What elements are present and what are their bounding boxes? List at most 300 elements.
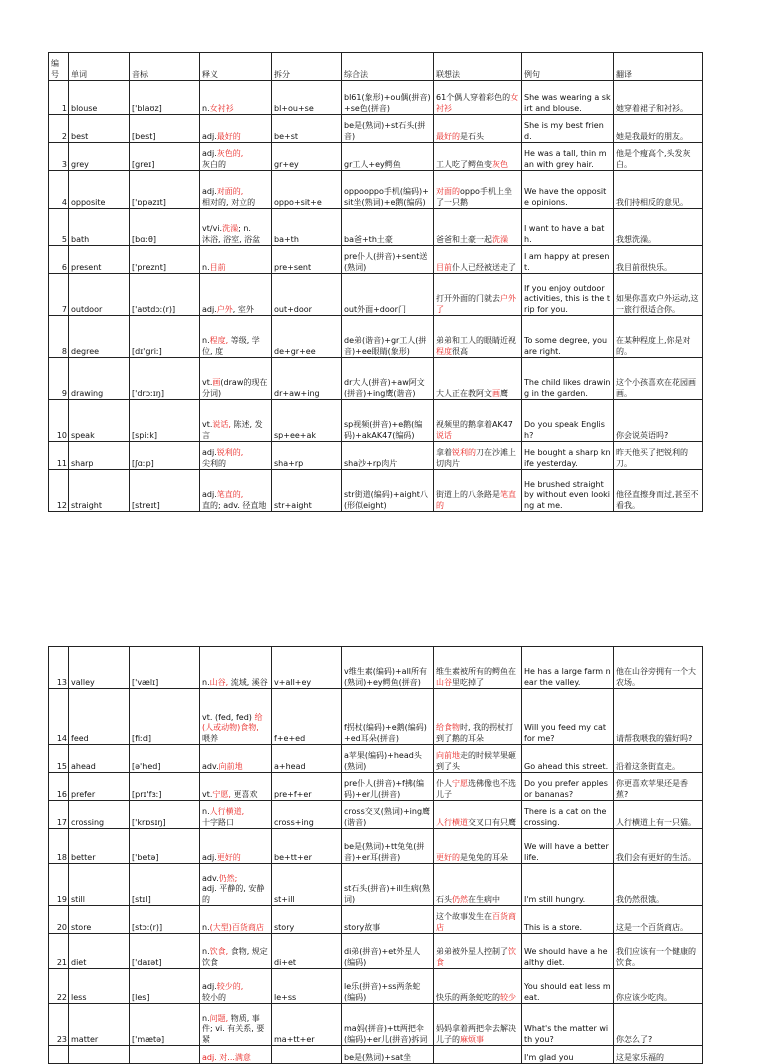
association-method-cell — [434, 209, 522, 246]
highlighted-text: 山谷 — [436, 677, 452, 687]
translation-cell: 你会说英语吗? — [614, 400, 703, 442]
text-segment: 拿着 — [436, 448, 452, 457]
composite-method-cell: le乐(拼音)+ss两条蛇(编码) — [342, 969, 434, 1004]
text-segment: 弟弟被外星人控制了 — [436, 947, 508, 956]
number-cell: 5 — [49, 209, 69, 246]
example-sentence-cell: The child likes drawing in the garden. — [522, 358, 614, 400]
composite-method-cell: st石头(拼音)+ill生病(熟词) — [342, 864, 434, 906]
text-segment: adj. — [202, 187, 217, 196]
text-segment: 相对的, 对立的 — [202, 197, 256, 207]
highlighted-text: 女衬衫 — [436, 93, 519, 113]
number-cell: 20 — [49, 906, 69, 934]
translation-cell: 他径直擦身而过,甚至不看我。 — [614, 470, 703, 512]
phonetic-cell: ['daɪət] — [130, 934, 200, 969]
meaning-cell — [200, 934, 272, 969]
translation-cell: 我目前很快乐。 — [614, 246, 703, 274]
text-segment: n. — [202, 807, 210, 816]
association-method-cell — [434, 316, 522, 358]
phonetic-cell: [spiːk] — [130, 400, 200, 442]
number-cell: 12 — [49, 470, 69, 512]
text-segment: n. — [202, 947, 210, 956]
example-sentence-cell: We will have a better life. — [522, 829, 614, 864]
example-sentence-cell: You should eat less meat. — [522, 969, 614, 1004]
table-row — [49, 864, 703, 906]
meaning-cell — [200, 864, 272, 906]
text-segment: n. — [202, 336, 210, 345]
table-header-row — [49, 53, 703, 81]
split-cell: out+door — [272, 274, 342, 316]
association-method-cell — [434, 1046, 522, 1064]
text-segment: 选佛像也不选儿子 — [436, 779, 516, 799]
split-cell: sha+rp — [272, 442, 342, 470]
composite-method-cell: pre仆人(拼音)+f拂(编码)+er儿(拼音) — [342, 773, 434, 801]
table-row — [49, 773, 703, 801]
meaning-cell — [200, 829, 272, 864]
split-cell: pre+f+er — [272, 773, 342, 801]
text-segment: 是兔兔的耳朵 — [460, 852, 508, 862]
phonetic-cell: [greɪ] — [130, 143, 200, 171]
highlighted-text: 户外了 — [436, 294, 516, 314]
meaning-cell — [200, 1004, 272, 1046]
number-cell — [49, 1046, 69, 1064]
composite-method-cell: v维生素(编码)+all所有(熟词)+ey鳄鱼(拼音) — [342, 647, 434, 689]
number-cell: 21 — [49, 934, 69, 969]
composite-method-cell: de弟(谐音)+gr工人(拼音)+ee眼睛(象形) — [342, 316, 434, 358]
word-cell: sharp — [69, 442, 130, 470]
text-segment: adj. — [202, 131, 217, 141]
text-segment: 交叉口有只鹰 — [468, 817, 516, 827]
example-sentence-cell: She is my best friend. — [522, 115, 614, 143]
translation-cell: 这个小孩喜欢在花园画画。 — [614, 358, 703, 400]
composite-method-cell: dr大人(拼音)+aw阿文(拼音)+ing鹰(谐音) — [342, 358, 434, 400]
highlighted-text: 饮食 — [436, 947, 516, 967]
highlighted-text: 程度 — [436, 346, 452, 356]
text-segment: 尖利的 — [202, 458, 226, 468]
text-segment: 维生素被所有的鳄鱼在 — [436, 667, 516, 676]
composite-method-cell: story故事 — [342, 906, 434, 934]
word-cell: ahead — [69, 745, 130, 773]
association-method-cell — [434, 171, 522, 209]
split-cell: de+gr+ee — [272, 316, 342, 358]
phonetic-cell: ['vælɪ] — [130, 647, 200, 689]
meaning-cell — [200, 316, 272, 358]
text-segment: 街道上的八条路是 — [436, 490, 500, 499]
composite-method-cell: oppooppo手机(编码)+sit坐(熟词)+e鹅(编码) — [342, 171, 434, 209]
header-example-sentence-cell: 例句 — [522, 53, 614, 81]
highlighted-text: 向前地 — [436, 751, 460, 760]
word-cell: speak — [69, 400, 130, 442]
translation-cell: 这是家乐福的 — [614, 1046, 703, 1064]
highlighted-text: 锐利的, — [216, 448, 244, 457]
example-sentence-cell: Go ahead this street. — [522, 745, 614, 773]
word-cell: degree — [69, 316, 130, 358]
highlighted-text: 宁愿, — [212, 789, 231, 799]
split-cell: f+e+ed — [272, 689, 342, 745]
example-sentence-cell: I want to have a bath. — [522, 209, 614, 246]
word-cell: matter — [69, 1004, 130, 1046]
highlighted-text: 最好的 — [436, 131, 460, 141]
table-row — [49, 906, 703, 934]
text-segment: 灰白的 — [202, 159, 226, 169]
word-cell: better — [69, 829, 130, 864]
phonetic-cell: [stɪl] — [130, 864, 200, 906]
phonetic-cell: ['krɒsɪŋ] — [130, 801, 200, 829]
translation-cell: 他是个瘦高个,头发灰白。 — [614, 143, 703, 171]
highlighted-text: 最好的 — [216, 131, 241, 141]
composite-method-cell: gr工人+ey鳄鱼 — [342, 143, 434, 171]
text-segment: 大人正在教阿文 — [436, 388, 492, 398]
example-sentence-cell: To some degree, you are right. — [522, 316, 614, 358]
example-sentence-cell: There is a cat on the crossing. — [522, 801, 614, 829]
composite-method-cell: a苹果(编码)+head头(熟词) — [342, 745, 434, 773]
composite-method-cell: di弟(拼音)+et外星人(编码) — [342, 934, 434, 969]
text-segment: 视频里的鹅拿着AK47 — [436, 420, 513, 429]
text-segment: 妈妈拿着两把伞去解决儿子的 — [436, 1024, 516, 1044]
meaning-cell — [200, 115, 272, 143]
meaning-cell — [200, 1046, 272, 1064]
header-phonetic-cell: 音标 — [130, 53, 200, 81]
highlighted-text: 饮食, — [209, 947, 229, 956]
text-segment: 刀在沙滩上切肉片 — [436, 448, 516, 468]
highlighted-text: 较少 — [500, 992, 516, 1002]
example-sentence-cell: Do you prefer apples or bananas? — [522, 773, 614, 801]
split-cell: str+aight — [272, 470, 342, 512]
text-segment: 很高 — [452, 346, 468, 356]
composite-method-cell: cross交叉(熟词)+ing鹰(谐音) — [342, 801, 434, 829]
number-cell: 23 — [49, 1004, 69, 1046]
highlighted-text: 山谷, — [209, 677, 229, 687]
number-cell: 7 — [49, 274, 69, 316]
translation-cell: 如果你喜欢户外运动,这一旅行很适合你。 — [614, 274, 703, 316]
highlighted-text: 麻烦事 — [460, 1034, 484, 1044]
text-segment: (draw的现在分词) — [202, 378, 268, 398]
split-cell: le+ss — [272, 969, 342, 1004]
header-association-method-cell: 联想法 — [434, 53, 522, 81]
number-cell: 15 — [49, 745, 69, 773]
word-cell: still — [69, 864, 130, 906]
translation-cell: 你怎么了? — [614, 1004, 703, 1046]
text-segment: 仆人已经被送走了 — [452, 262, 516, 272]
example-sentence-cell: I'm glad you — [522, 1046, 614, 1064]
header-composite-method-cell: 综合法 — [342, 53, 434, 81]
number-cell: 8 — [49, 316, 69, 358]
word-cell: straight — [69, 470, 130, 512]
text-segment: 61个偶人穿着彩色的 — [436, 93, 511, 102]
highlighted-text: 笔直的 — [436, 490, 516, 510]
phonetic-cell: ['blaʊz] — [130, 81, 200, 115]
composite-method-cell: be是(熟词)+tt兔兔(拼音)+er耳(拼音) — [342, 829, 434, 864]
text-segment: adj. — [202, 982, 217, 991]
split-cell: dr+aw+ing — [272, 358, 342, 400]
highlighted-text: 洗澡 — [222, 224, 239, 233]
text-segment: 食物, 规定饮食 — [202, 947, 268, 967]
phonetic-cell: ['aʊtdɔː(r)] — [130, 274, 200, 316]
split-cell: a+head — [272, 745, 342, 773]
highlighted-text: 目前 — [209, 262, 226, 272]
vocab-table-top — [48, 52, 703, 512]
text-segment: adv. — [202, 873, 219, 883]
text-segment: n. — [202, 262, 210, 272]
text-segment: 在生病中 — [468, 894, 500, 904]
meaning-cell — [200, 400, 272, 442]
text-segment: 更喜欢 — [230, 789, 258, 799]
composite-method-cell: ma妈(拼音)+tt两把伞(编码)+er儿(拼音)拆词 — [342, 1004, 434, 1046]
word-cell: grey — [69, 143, 130, 171]
number-cell: 3 — [49, 143, 69, 171]
association-method-cell — [434, 115, 522, 143]
meaning-cell — [200, 689, 272, 745]
table-row — [49, 745, 703, 773]
text-segment: vt. — [202, 789, 213, 799]
phonetic-cell: ['ɒpəzɪt] — [130, 171, 200, 209]
text-segment: adj. 平静的, 安静的 — [202, 884, 265, 904]
composite-method-cell: be是(熟词)+sat坐 — [342, 1046, 434, 1064]
association-method-cell — [434, 934, 522, 969]
highlighted-text: 人行横道, — [209, 807, 245, 816]
highlighted-text: 笔直的, — [216, 490, 244, 499]
meaning-cell — [200, 969, 272, 1004]
word-cell: outdoor — [69, 274, 130, 316]
translation-cell: 我们持相反的意见。 — [614, 171, 703, 209]
example-sentence-cell: He has a large farm near the valley. — [522, 647, 614, 689]
example-sentence-cell: If you enjoy outdoor activities, this is the trip for you. — [522, 274, 614, 316]
example-sentence-cell: I'm still hungry. — [522, 864, 614, 906]
example-sentence-cell: This is a store. — [522, 906, 614, 934]
meaning-cell — [200, 647, 272, 689]
table-row — [49, 470, 703, 512]
table-row — [49, 274, 703, 316]
highlighted-text: 对面的 — [436, 187, 460, 196]
phonetic-cell: [bɑːθ] — [130, 209, 200, 246]
split-cell: ba+th — [272, 209, 342, 246]
word-cell: present — [69, 246, 130, 274]
word-cell: opposite — [69, 171, 130, 209]
header-translation-cell: 翻译 — [614, 53, 703, 81]
number-cell: 10 — [49, 400, 69, 442]
table-row — [49, 1004, 703, 1046]
translation-cell: 这是一个百货商店。 — [614, 906, 703, 934]
number-cell: 9 — [49, 358, 69, 400]
example-sentence-cell: What's the matter with you? — [522, 1004, 614, 1046]
phonetic-cell: [ʃɑːp] — [130, 442, 200, 470]
text-segment: adj. — [202, 448, 217, 457]
example-sentence-cell: She was wearing a skirt and blouse. — [522, 81, 614, 115]
split-cell: story — [272, 906, 342, 934]
phonetic-cell: [streɪt] — [130, 470, 200, 512]
highlighted-text: 人行横道 — [436, 817, 468, 827]
translation-cell: 我们会有更好的生活。 — [614, 829, 703, 864]
text-segment: 这个故事发生在 — [436, 912, 492, 921]
phonetic-cell: ['betə] — [130, 829, 200, 864]
highlighted-text: 问题, — [209, 1013, 229, 1023]
translation-cell: 我仍然很饿。 — [614, 864, 703, 906]
highlighted-text: 目前 — [436, 262, 452, 272]
meaning-cell — [200, 358, 272, 400]
text-segment: n. — [202, 677, 210, 687]
example-sentence-cell: He brushed straight by without even looking at me. — [522, 470, 614, 512]
composite-method-cell: sha沙+rp肉片 — [342, 442, 434, 470]
number-cell: 2 — [49, 115, 69, 143]
phonetic-cell: [prɪ'fɜː] — [130, 773, 200, 801]
association-method-cell — [434, 647, 522, 689]
table-row — [49, 647, 703, 689]
text-segment: 快乐的两条蛇吃的 — [436, 992, 500, 1002]
association-method-cell — [434, 689, 522, 745]
highlighted-text: 宁愿 — [452, 779, 468, 788]
vocab-table-bottom — [48, 646, 703, 1064]
highlighted-text: 女衬衫 — [209, 103, 234, 113]
meaning-cell — [200, 209, 272, 246]
highlighted-text: 对面的, — [216, 187, 244, 196]
translation-cell: 请帮我喂我的猫好吗? — [614, 689, 703, 745]
highlighted-text: 画 — [212, 378, 221, 387]
table-row — [49, 969, 703, 1004]
translation-cell: 沿着这条街直走。 — [614, 745, 703, 773]
example-sentence-cell: I am happy at present. — [522, 246, 614, 274]
table-row — [49, 143, 703, 171]
composite-method-cell: pre仆人(拼音)+sent送(熟词) — [342, 246, 434, 274]
highlighted-text: adj. 对...满意 — [202, 1052, 251, 1062]
translation-cell: 人行横道上有一只猫。 — [614, 801, 703, 829]
word-cell: prefer — [69, 773, 130, 801]
word-cell: valley — [69, 647, 130, 689]
highlighted-text: 仍然; — [218, 873, 238, 883]
highlighted-text: 更好的 — [216, 852, 241, 862]
composite-method-cell: f拐杖(编码)+e鹅(编码)+ed耳朵(拼音) — [342, 689, 434, 745]
highlighted-text: 灰色 — [492, 159, 508, 169]
text-segment: vt. — [202, 378, 213, 387]
association-method-cell — [434, 829, 522, 864]
association-method-cell — [434, 358, 522, 400]
word-cell: feed — [69, 689, 130, 745]
phonetic-cell: [ə'hed] — [130, 745, 200, 773]
word-cell: drawing — [69, 358, 130, 400]
text-segment: adj. — [202, 149, 217, 158]
meaning-cell — [200, 246, 272, 274]
phonetic-cell — [130, 1046, 200, 1064]
highlighted-text: 较少的, — [216, 982, 244, 991]
table-row — [49, 171, 703, 209]
translation-cell: 她穿着裙子和衬衫。 — [614, 81, 703, 115]
association-method-cell — [434, 81, 522, 115]
split-cell: bl+ou+se — [272, 81, 342, 115]
phonetic-cell: [les] — [130, 969, 200, 1004]
text-segment: 较小的 — [202, 992, 226, 1002]
text-segment: 陈述, 发言 — [202, 420, 263, 440]
composite-method-cell: out外面+door门 — [342, 274, 434, 316]
word-cell: bath — [69, 209, 130, 246]
translation-cell: 我们应该有一个健康的饮食。 — [614, 934, 703, 969]
meaning-cell — [200, 773, 272, 801]
text-segment: 石头 — [436, 894, 452, 904]
translation-cell: 你更喜欢苹果还是香蕉? — [614, 773, 703, 801]
text-segment: adj. — [202, 304, 217, 314]
highlighted-text: 洗澡 — [492, 234, 508, 244]
text-segment: adj. — [202, 490, 217, 499]
meaning-cell — [200, 470, 272, 512]
highlighted-text: 户外 — [216, 304, 233, 314]
phonetic-cell: [fiːd] — [130, 689, 200, 745]
number-cell: 14 — [49, 689, 69, 745]
highlighted-text: 向前地 — [218, 761, 243, 771]
split-cell: di+et — [272, 934, 342, 969]
word-cell — [69, 1046, 130, 1064]
split-cell: sp+ee+ak — [272, 400, 342, 442]
table-row — [49, 115, 703, 143]
split-cell: pre+sent — [272, 246, 342, 274]
text-segment: 直的; adv. 径直地 — [202, 500, 267, 510]
association-method-cell — [434, 773, 522, 801]
header-word-cell: 单词 — [69, 53, 130, 81]
text-segment: 鹰 — [500, 388, 508, 398]
word-cell: blouse — [69, 81, 130, 115]
word-cell: best — [69, 115, 130, 143]
number-cell: 16 — [49, 773, 69, 801]
meaning-cell — [200, 143, 272, 171]
text-segment: 等级, 学位, 度 — [202, 336, 260, 356]
meaning-cell — [200, 274, 272, 316]
translation-cell: 昨天他买了把锐利的刀。 — [614, 442, 703, 470]
table-row — [49, 316, 703, 358]
number-cell: 6 — [49, 246, 69, 274]
translation-cell: 在某种程度上,你是对的。 — [614, 316, 703, 358]
table-row — [49, 689, 703, 745]
split-cell: cross+ing — [272, 801, 342, 829]
text-segment: adj. — [202, 852, 217, 862]
word-cell: less — [69, 969, 130, 1004]
phonetic-cell: [dɪ'griː] — [130, 316, 200, 358]
composite-method-cell: be是(熟词)+st石头(拼音) — [342, 115, 434, 143]
table-row — [49, 1046, 703, 1064]
table-row — [49, 934, 703, 969]
association-method-cell — [434, 745, 522, 773]
text-segment: n. — [202, 103, 210, 113]
highlighted-text: 说话, — [212, 420, 231, 429]
highlighted-text: 说话 — [436, 430, 452, 440]
phonetic-cell: ['preznt] — [130, 246, 200, 274]
text-segment: 时, 我的拐杖打到了鹅的耳朵 — [436, 723, 514, 743]
highlighted-text: 程度, — [209, 336, 229, 345]
text-segment: 喂养 — [202, 733, 218, 743]
text-segment: 工人吃了鳄鱼变 — [436, 159, 492, 169]
split-cell: be+st — [272, 115, 342, 143]
association-method-cell — [434, 274, 522, 316]
association-method-cell — [434, 801, 522, 829]
header-meaning-cell: 释义 — [200, 53, 272, 81]
table-row — [49, 246, 703, 274]
table-row — [49, 358, 703, 400]
highlighted-text: 锐利的 — [452, 448, 476, 457]
number-cell: 19 — [49, 864, 69, 906]
text-segment: 是石头 — [460, 131, 484, 141]
meaning-cell — [200, 906, 272, 934]
association-method-cell — [434, 246, 522, 274]
text-segment: 里吃掉了 — [452, 677, 484, 687]
split-cell — [272, 1046, 342, 1064]
number-cell: 18 — [49, 829, 69, 864]
association-method-cell — [434, 400, 522, 442]
text-segment: n. — [202, 1013, 210, 1023]
word-cell: store — [69, 906, 130, 934]
highlighted-text: (大型)百货商店 — [209, 922, 264, 932]
table-row — [49, 81, 703, 115]
number-cell: 4 — [49, 171, 69, 209]
text-segment: oppo手机上坐了一只鹅 — [436, 187, 512, 207]
split-cell: st+ill — [272, 864, 342, 906]
example-sentence-cell: We should have a healthy diet. — [522, 934, 614, 969]
meaning-cell — [200, 171, 272, 209]
translation-cell: 你应该少吃肉。 — [614, 969, 703, 1004]
